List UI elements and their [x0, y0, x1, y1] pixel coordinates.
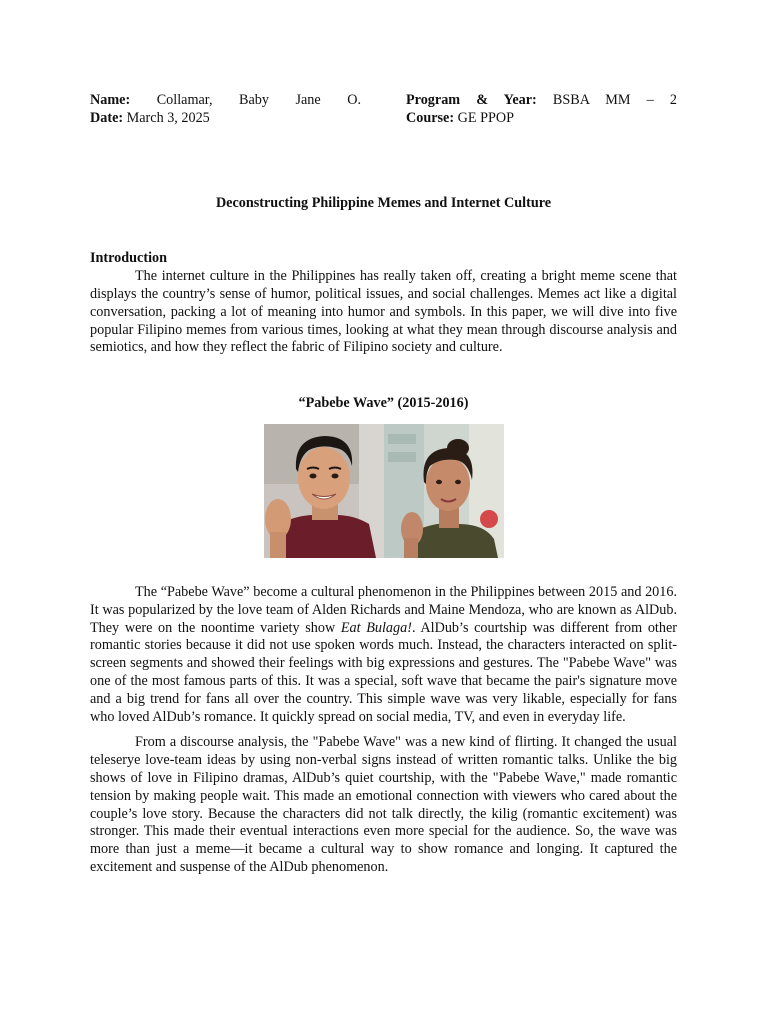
date-label: Date:: [90, 109, 124, 126]
document-title: Deconstructing Philippine Memes and Internet Culture: [215, 194, 552, 211]
section-body: [90, 584, 677, 877]
maine-wave-image: [384, 424, 504, 558]
name-line: [90, 92, 361, 110]
p1-show-title: Eat Bulaga!: [340, 619, 412, 636]
header-block: [90, 92, 677, 128]
photo-maine: [384, 424, 504, 558]
section-title: “Pabebe Wave” (2015-2016): [298, 395, 469, 412]
course-value: GE PPOP: [457, 109, 515, 126]
name-value: Collamar, Baby Jane O.: [156, 92, 361, 108]
date-line: [90, 110, 361, 128]
name-label: Name:: [90, 92, 131, 108]
date-value: March 3, 2025: [126, 109, 210, 126]
paragraph-gap: [90, 726, 677, 734]
p1-text-a: The “Pabebe Wave” become a cultural phenomenon in the Philippines between 2015 and 2016. It was popularized by the love team of Alden Richards and Maine Mendoza, who are known as AlDub. They were on the noontime variety show: [90, 583, 677, 636]
photo-alden: [264, 424, 384, 558]
course-line: [406, 110, 677, 128]
program-label: Program & Year:: [406, 92, 537, 108]
alden-wave-image: [264, 424, 384, 558]
section-paragraph-2: From a discourse analysis, the "Pabebe Wave" was a new kind of flirting. It changed the usual teleserye love-team ideas by using non-verbal signs instead of written romantic talks. Unlike the big shows of love in Filipino dramas, AlDub’s quiet courtship, with the "Pabebe Wave," made romantic tension by making people wait. This made an emotional connection with viewers who cared about the couple’s love story. Because the characters did not talk directly, the kilig (romantic excitement) was stronger. This made their eventual interactions even more special for the audience. So, the wave was more than just a meme—it became a cultural way to show romance and longing. It captured the excitement and suspense of the AlDub phenomenon.: [90, 734, 677, 875]
program-value: BSBA MM – 2: [552, 92, 677, 108]
introduction-heading: Introduction: [90, 250, 167, 267]
header-right: [406, 92, 677, 128]
header-left: [90, 92, 361, 128]
section-paragraph-1: [90, 584, 677, 726]
document-page: [90, 92, 677, 877]
course-label: Course:: [406, 109, 455, 126]
p1-text-b: . AlDub’s courtship was different from other romantic stories because it did not use spoken words much. Instead, the characters interacted on split-screen segments and showed their feelings with big expressions and gestures. The "Pabebe Wave" was one of the most famous parts of this. It was a special, soft wave that became the pair's signature move and a big trend for fans all over the country. This simple wave was very likable, especially for fans who loved AlDub’s romance. It quickly spread on social media, TV, and even in everyday life.: [90, 619, 677, 725]
program-line: [406, 92, 677, 110]
meme-photos: [90, 424, 677, 558]
introduction-paragraph: The internet culture in the Philippines has really taken off, creating a bright meme scene that displays the country’s sense of humor, political issues, and social challenges. Memes act like a digital conversation, packing a lot of meaning into humor and symbols. In this paper, we will dive into five popular Filipino memes from various times, looking at what they mean through discourse analysis and semiotics, and how they reflect the fabric of Filipino society and culture.: [90, 268, 677, 356]
